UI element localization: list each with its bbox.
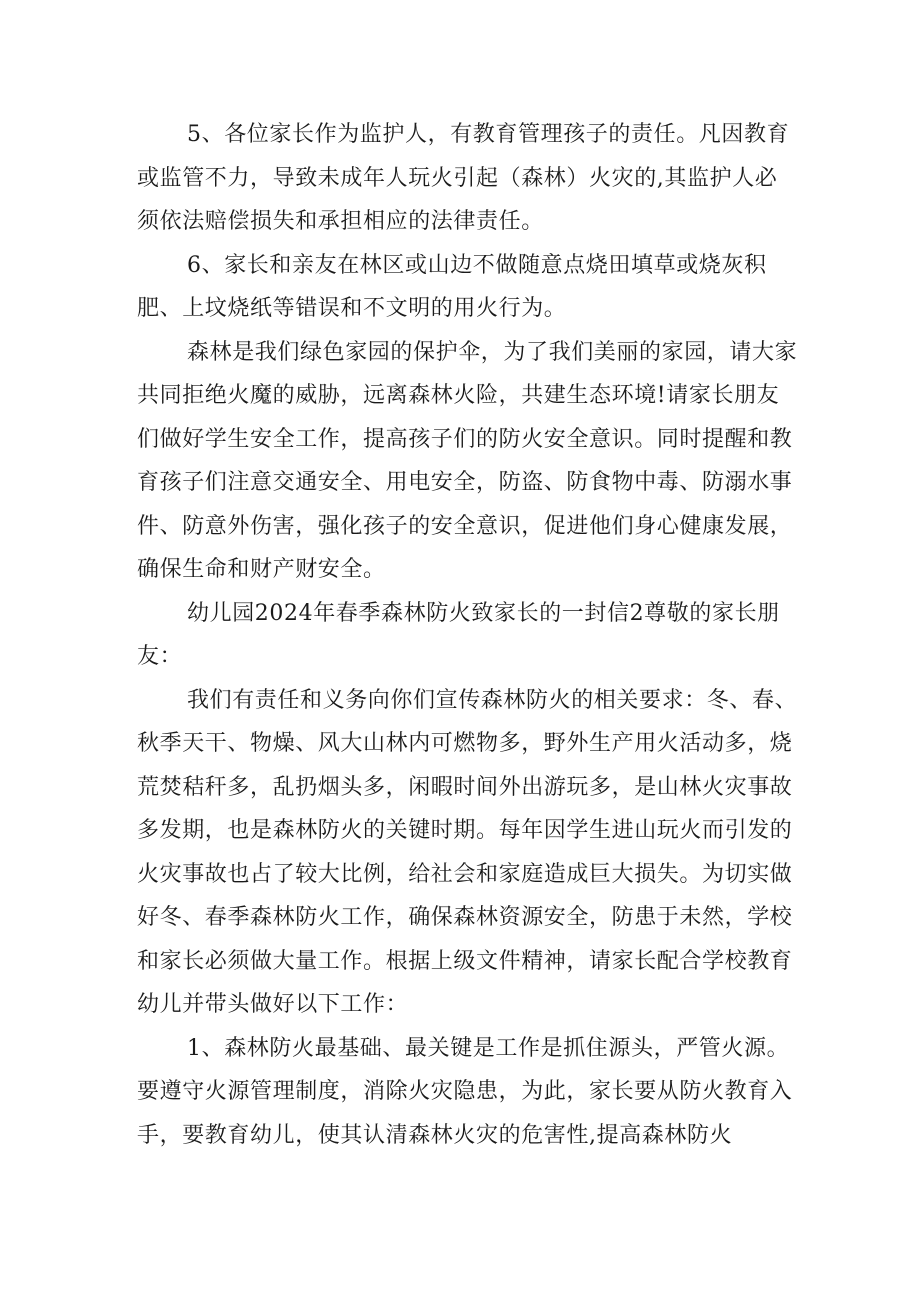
paragraph-item-5: 5、各位家长作为监护人，有教育管理孩子的责任。凡因教育或监管不力，导致未成年人玩火引起（森林）火灾的,其监护人必须依法赔偿损失和承担相应的法律责任。	[137, 122, 790, 234]
document-body	[137, 113, 799, 1157]
paragraph-item-1: 1、森林防火最基础、最关键是工作是抓住源头，严管火源。要遵守火源管理制度，消除火灾隐患，为此，家长要从防火教育入手，要教育幼儿，使其认清森林火灾的危害性,提高森林防火	[137, 1035, 793, 1148]
paragraph-responsibility: 我们有责任和义务向你们宣传森林防火的相关要求：冬、春、秋季天干、物燥、风大山林内可燃物多，野外生产用火活动多，烧荒焚秸秆多，乱扔烟头多，闲暇时间外出游玩多，是山林火灾事故多发期，也是森林防火的关键时期。每年因学生进山玩火而引发的火灾事故也占了较大比例，给社会和家庭造成巨大损失。为切实做好冬、春季森林防火工作，确保森林资源安全，防患于未然，学校和家长必须做大量工作。根据上级文件精神，请家长配合学校教育幼儿并带头做好以下工作：	[137, 687, 798, 1017]
paragraph-item-6: 6、家长和亲友在林区或山边不做随意点烧田填草或烧灰积肥、上坟烧纸等错误和不文明的用火行为。	[137, 252, 767, 321]
paragraph-forest-protection: 森林是我们绿色家园的保护伞，为了我们美丽的家园，请大家共同拒绝火魔的威胁，远离森林火险，共建生态环境!请家长朋友们做好学生安全工作，提高孩子们的防火安全意识。同时提醒和教育孩子们注意交通安全、用电安全，防盗、防食物中毒、防溺水事件、防意外伤害，强化孩子的安全意识，促进他们身心健康发展，确保生命和财产财安全。	[137, 339, 798, 582]
paragraph-letter-heading: 幼儿园2024年春季森林防火致家长的一封信2尊敬的家长朋友：	[137, 600, 780, 669]
